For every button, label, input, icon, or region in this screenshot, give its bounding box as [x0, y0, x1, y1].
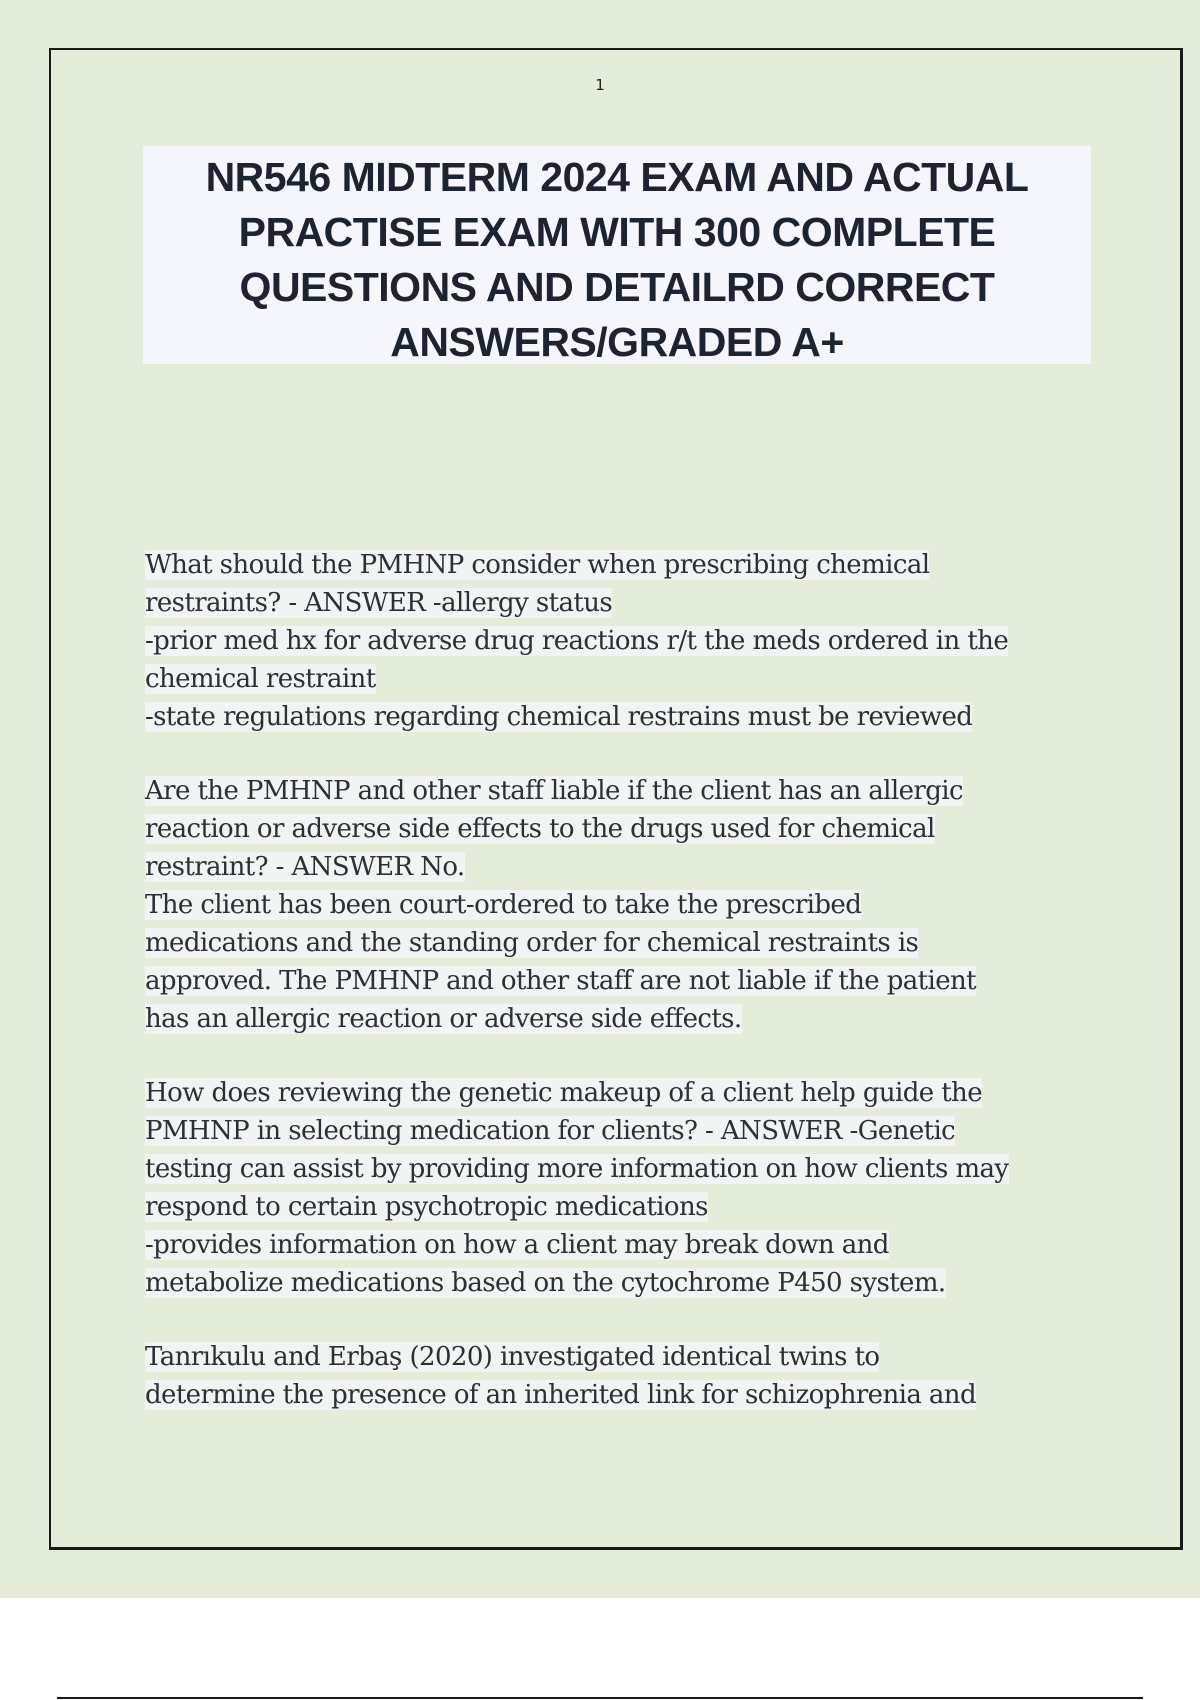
text-line-content: determine the presence of an inherited link for schizophrenia and: [145, 1380, 976, 1410]
qa-block: [145, 546, 1095, 736]
text-line-content: has an allergic reaction or adverse side effects.: [145, 1004, 742, 1034]
title-line: ANSWERS/GRADED A+: [390, 319, 844, 365]
text-line-content: approved. The PMHNP and other staff are not liable if the patient: [145, 966, 977, 996]
document-title: [143, 150, 1091, 370]
text-line: [145, 810, 1095, 848]
footer-rule: [57, 1697, 1143, 1699]
text-line-content: Tanrıkulu and Erbaş (2020) investigated identical twins to: [145, 1342, 880, 1372]
text-line: [145, 546, 1095, 584]
text-line: [145, 622, 1095, 660]
text-line: [145, 1074, 1095, 1112]
text-line-content: testing can assist by providing more information on how clients may: [145, 1154, 1009, 1184]
text-line-content: medications and the standing order for chemical restraints is: [145, 928, 919, 958]
text-line: [145, 962, 1095, 1000]
text-line: [145, 698, 1095, 736]
text-line-content: chemical restraint: [145, 664, 376, 694]
text-line: [145, 1226, 1095, 1264]
text-line-content: metabolize medications based on the cytochrome P450 system.: [145, 1268, 946, 1298]
qa-content: [145, 546, 1095, 1450]
text-line-content: respond to certain psychotropic medications: [145, 1192, 708, 1222]
text-line: [145, 1338, 1095, 1376]
title-line: QUESTIONS AND DETAILRD CORRECT: [239, 264, 995, 310]
text-line-content: What should the PMHNP consider when prescribing chemical: [145, 550, 930, 580]
text-line: [145, 1264, 1095, 1302]
text-line-content: -state regulations regarding chemical restrains must be reviewed: [145, 702, 973, 732]
text-line-content: Are the PMHNP and other staff liable if the client has an allergic: [145, 776, 963, 806]
text-line-content: restraints? - ANSWER -allergy status: [145, 588, 613, 618]
text-line: [145, 1000, 1095, 1038]
text-line-content: restraint? - ANSWER No.: [145, 852, 465, 882]
page-number: 1: [595, 76, 605, 94]
title-line: PRACTISE EXAM WITH 300 COMPLETE: [238, 209, 996, 255]
text-line: [145, 660, 1095, 698]
text-line: [145, 1188, 1095, 1226]
qa-block: [145, 1338, 1095, 1414]
qa-block: [145, 772, 1095, 1038]
text-line: [145, 886, 1095, 924]
qa-block: [145, 1074, 1095, 1302]
text-line: [145, 924, 1095, 962]
text-line-content: -provides information on how a client may break down and: [145, 1230, 889, 1260]
text-line-content: PMHNP in selecting medication for clients? - ANSWER -Genetic: [145, 1116, 956, 1146]
text-line: [145, 1150, 1095, 1188]
text-line-content: How does reviewing the genetic makeup of a client help guide the: [145, 1078, 982, 1108]
text-line: [145, 772, 1095, 810]
text-line: [145, 1112, 1095, 1150]
text-line-content: -prior med hx for adverse drug reactions r/t the meds ordered in the: [145, 626, 1009, 656]
text-line: [145, 1376, 1095, 1414]
title-line: NR546 MIDTERM 2024 EXAM AND ACTUAL: [205, 154, 1029, 200]
text-line-content: The client has been court-ordered to take the prescribed: [145, 890, 862, 920]
text-line: [145, 848, 1095, 886]
text-line: [145, 584, 1095, 622]
text-line-content: reaction or adverse side effects to the drugs used for chemical: [145, 814, 935, 844]
